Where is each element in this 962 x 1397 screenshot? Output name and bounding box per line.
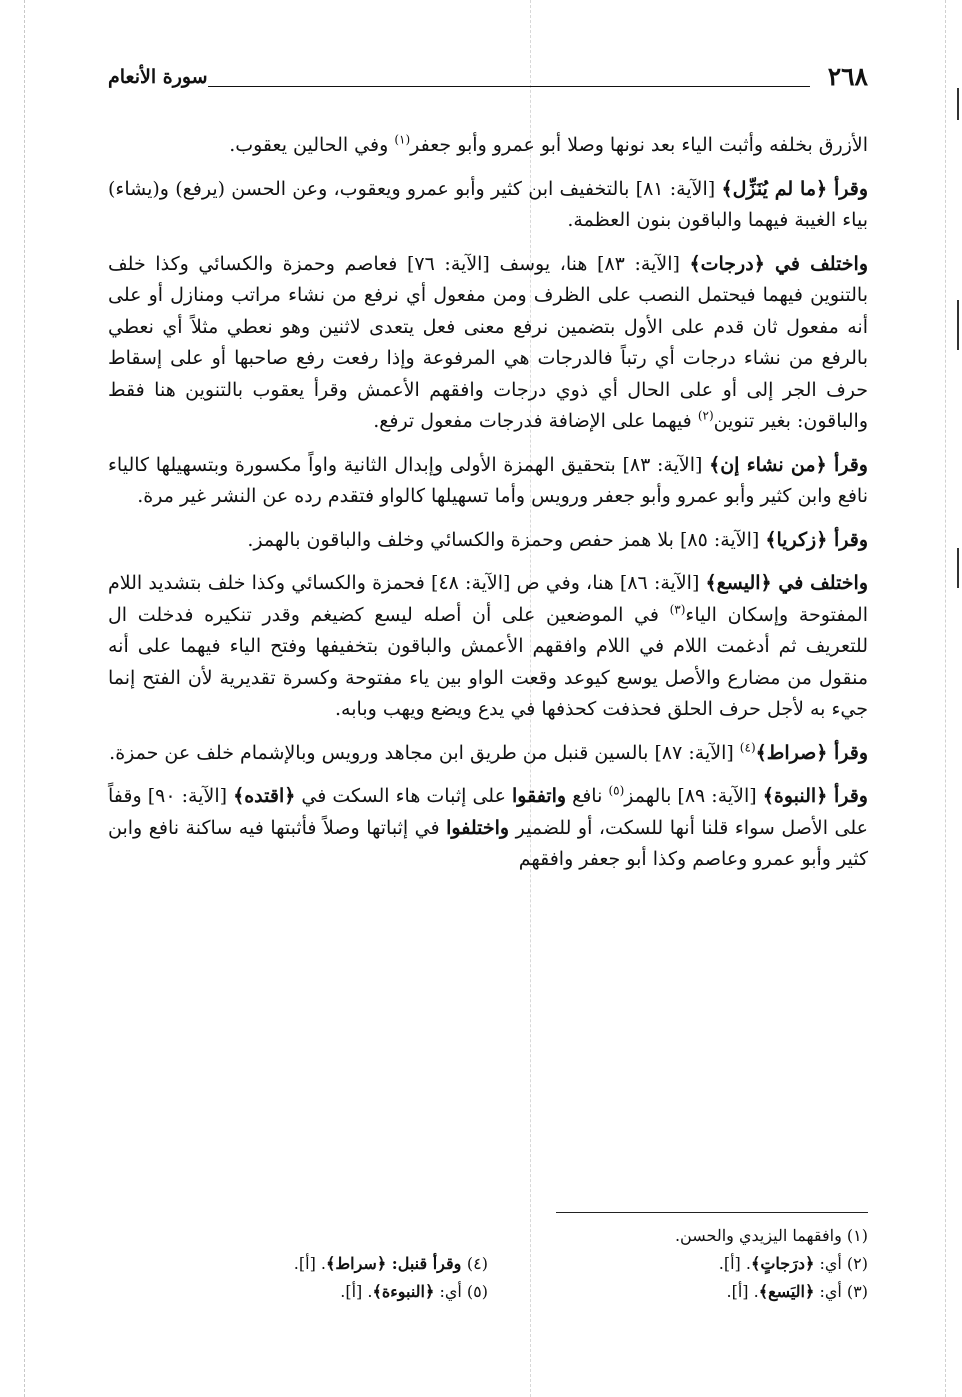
- main-text: [108, 130, 868, 888]
- footnote-list: [108, 1222, 868, 1306]
- footnote-ref: (١): [394, 132, 411, 147]
- page-number: ٢٦٨: [827, 62, 868, 91]
- paragraph: [108, 568, 868, 726]
- footnotes: [108, 1222, 868, 1306]
- text-segment: نافع: [566, 785, 609, 807]
- footnote-number: (٤): [466, 1254, 488, 1273]
- surah-title: سورة الأنعام: [108, 66, 208, 88]
- page-header: [108, 60, 868, 100]
- footnote-item: [488, 1278, 868, 1306]
- footnote-text: أي:: [814, 1282, 847, 1301]
- footnote-number: (٢): [846, 1254, 868, 1273]
- scan-edge-mark: [957, 548, 959, 588]
- scan-edge-mark: [957, 300, 959, 350]
- quran-keyword: وقرأ ﴿ما لم يُنَزِّل﴾: [721, 177, 868, 200]
- text-segment: [الآية: ٨٦] هنا، وفي ص [الآية: ٤٨] فحمزة والكسائي وكذا خلف بتشديد اللام المفتوحة وإسكان الياء: [108, 572, 868, 626]
- quran-keyword: واختلف في ﴿درجات﴾: [689, 252, 869, 275]
- footnote-number: (١): [846, 1226, 868, 1245]
- scan-edge-mark: [957, 88, 959, 120]
- scan-artifact-line: [24, 0, 25, 1397]
- quran-keyword: واختلف في ﴿اليسع﴾: [705, 572, 869, 594]
- footnote-number: (٣): [846, 1282, 868, 1301]
- footnote-text: وقرأ قنبل:: [386, 1254, 467, 1273]
- paragraph: [108, 525, 868, 557]
- paragraph: [108, 450, 868, 513]
- footnote-text: . [أ].: [340, 1282, 373, 1301]
- footnote-ref: (٣): [669, 602, 686, 617]
- footnote-ref: (٢): [697, 408, 714, 423]
- footnote-text: . [أ].: [718, 1254, 751, 1273]
- text-segment: على إثبات هاء السكت في: [295, 785, 512, 807]
- text-segment: [الآية: ٨١] بالتخفيف ابن كثير وأبو عمرو ويعقوب، وعن الحسن (يرفع) و(يشاء) بياء الغيبة فيهما والباقون بنون العظمة.: [108, 177, 868, 231]
- quran-keyword: وقرأ ﴿صراط﴾: [755, 741, 868, 764]
- text-segment: [الآية: ٨٧] بالسين قنبل من طريق ابن مجاهد ورويس وبالإشمام خلف عن حمزة.: [109, 741, 740, 764]
- text-segment: [الآية: ٨٣] هنا، يوسف [الآية: ٧٦] فعاصم وحمزة والكسائي وكذا خلف بالتنوين فيهما فيحتمل النصب على الظرف ومن مفعول أي نرفع من نشاء مراتب ومنازل أو على أنه مفعول ثان قدم على الأول بتضمين نرفع معنى فعل يتعدى لاثنين وهو نعطي مثلاً أي نعطي بالرفع من نشاء درجات أي رتباً فالدرجات هي المرفوعة وإذا رفعت رفع صاحبها أو على إسقاط حرف الجر إلى أو على الحال أي ذوي درجات وافقهم الأعمش وقرأ يعقوب بالتنوين هنا فقط والباقون: بغير تنوين: [108, 252, 868, 432]
- paragraph: [108, 249, 868, 438]
- text-segment: [الآية: ٨٥] بلا همز حفص وحمزة والكسائي وخلف والباقون بالهمز.: [247, 528, 766, 551]
- footnote-item: [108, 1222, 868, 1250]
- text-segment: [الآية: ٨٣] بتحقيق الهمزة الأولى وإبدال الثانية واواً مكسورة وبتسهيلها كالياء نافع وابن كثير وأبو عمرو وأبو جعفر ورويس وأما تسهيلها كالواو فتقدم رده عن النشر غير مرة.: [108, 453, 868, 507]
- footnote-text: ﴿درَجاتٍ﴾: [750, 1254, 815, 1273]
- quran-keyword: وقرأ ﴿زكريا﴾: [765, 528, 868, 551]
- quran-keyword: واتفقوا: [511, 785, 567, 807]
- footnote-text: . [أ].: [293, 1254, 326, 1273]
- quran-keyword: ﴿اقتده﴾: [233, 785, 296, 807]
- text-segment: [الآية: ٨٩] بالهمز: [624, 785, 763, 807]
- footnote-ref: (٥): [608, 783, 625, 798]
- footnote-ref: (٤): [739, 740, 756, 755]
- footnote-text: أي:: [814, 1254, 847, 1273]
- footnote-text: ﴿اليَسع﴾: [758, 1282, 815, 1301]
- footnote-text: ﴿سراط﴾: [325, 1254, 387, 1273]
- text-segment: وفي الحالين يعقوب.: [229, 134, 395, 156]
- scan-artifact-line: [945, 0, 946, 1397]
- footnote-text: أي:: [434, 1282, 467, 1301]
- header-rule: [208, 86, 810, 87]
- footnote-separator: [556, 1212, 868, 1213]
- footnote-number: (٥): [466, 1282, 488, 1301]
- quran-keyword: واختلفوا: [446, 816, 510, 839]
- quran-keyword: وقرأ ﴿النبوة﴾: [762, 785, 868, 807]
- text-segment: الأزرق بخلفه وأثبت الياء بعد نونها وصلا أبو عمرو وأبو جعفر: [410, 134, 868, 156]
- paragraph: [108, 738, 868, 770]
- text-segment: [الآية: ٩٠] وقفاً على الأصل سواء قلنا أنها للسكت، أو للضمير: [108, 785, 868, 839]
- text-segment: في الموضعين على أن أصله ليسع كضيغم وقدر تنكيره فدخلت ال للتعريف ثم أدغمت اللام في اللام وافقهم الأعمش والباقون بتخفيفها وفتح الياء فيهما على أنه منقول من مضارع والأصل يوسع كيوعد وقعت الواو بين ياء مفتوحة وكسرة تقديرية لأن الفتح إنما جيء به لأجل حرف الحلق فحذفت كحذفها في يدع ويضع ويهب وبابه.: [108, 603, 868, 720]
- footnote-item: [488, 1250, 868, 1278]
- paragraph: [108, 174, 868, 237]
- paragraph: [108, 781, 868, 876]
- footnote-item: [108, 1278, 488, 1306]
- text-segment: فيهما على الإضافة فدرجات مفعول ترفع.: [373, 410, 698, 432]
- footnote-text: ﴿النبوءة﴾: [372, 1282, 435, 1301]
- text-segment: في إثباتها وصلاً فأثبتها فيه ساكنة نافع وابن كثير وأبو عمرو وعاصم وكذا أبو جعفر وافقهم: [108, 816, 868, 870]
- footnote-item: [108, 1250, 488, 1278]
- footnote-text: . [أ].: [726, 1282, 759, 1301]
- quran-keyword: وقرأ ﴿من نشاء إن﴾: [709, 453, 868, 476]
- footnote-text: وافقهما اليزيدي والحسن.: [674, 1226, 847, 1245]
- paragraph: [108, 130, 868, 162]
